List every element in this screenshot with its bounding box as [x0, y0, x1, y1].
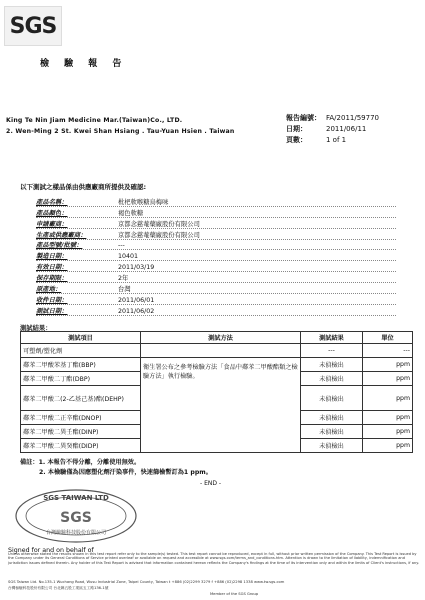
sample-row — [36, 196, 396, 207]
footer-address-zh: 台灣檢驗科技股份有限公司 台北縣五股工業區五工路136-1號 — [8, 586, 109, 590]
sample-key: 生產或供應廠商： — [36, 231, 87, 239]
sample-row — [36, 305, 396, 316]
sample-value: 2011/03/19 — [118, 264, 155, 272]
sample-key: 產品名稱： — [36, 198, 68, 206]
col-unit: 單位 — [363, 332, 413, 344]
sample-value: 枇杷軟喉糖烏梅味 — [118, 198, 169, 206]
end-marker: - END - — [200, 480, 222, 487]
company-stamp — [8, 484, 140, 544]
sample-key: 有效日期： — [36, 264, 68, 272]
sample-row — [36, 250, 396, 261]
report-date: 日期： 2011/06/11 — [286, 125, 367, 133]
test-item: 鄰苯二甲酸二丁酯(DBP) — [21, 372, 141, 386]
footer-member: Member of the SGS Group — [210, 592, 259, 596]
test-unit: ppm — [363, 358, 413, 372]
test-unit: ppm — [363, 439, 413, 453]
sample-value: 台灣 — [118, 286, 131, 294]
test-unit: --- — [363, 344, 413, 358]
test-item: 鄰苯二甲酸二正辛酯(DNOP) — [21, 411, 141, 425]
sample-row — [36, 240, 396, 251]
sample-row — [36, 283, 396, 294]
test-item: 鄰苯二甲酸苯基丁酯(BBP) — [21, 358, 141, 372]
test-unit: ppm — [363, 372, 413, 386]
report-number: 報告編號： FA/2011/59770 — [286, 114, 379, 122]
note-1: 備註：1. 本報告不得分離，分離使用無效。 — [20, 459, 141, 466]
test-method-blank — [141, 344, 301, 358]
test-item: 鄰苯二甲酸二異癸酯(DIDP) — [21, 439, 141, 453]
test-result: 未偵檢出 — [301, 372, 363, 386]
test-unit: ppm — [363, 386, 413, 411]
sample-key: 保存期限： — [36, 275, 68, 283]
sample-row — [36, 207, 396, 218]
sample-row — [36, 218, 396, 229]
sample-key: 原產地： — [36, 286, 62, 294]
col-method: 測試方法 — [141, 332, 301, 344]
sample-row — [36, 272, 396, 283]
sample-value: 2年 — [118, 275, 129, 283]
test-result: 未偵檢出 — [301, 425, 363, 439]
signature-line: Signed for and on behalf of — [8, 547, 94, 554]
sample-info — [36, 196, 396, 316]
test-result: --- — [301, 344, 363, 358]
test-item: 可塑劑/塑化劑 — [21, 344, 141, 358]
applicant-company: King Te Nin Jiam Medicine Mar.(Taiwan)Co., LTD. — [6, 117, 183, 124]
test-method: 衛生署公布之參考檢驗方法「食品中鄰苯二甲酸酯類之檢驗方法」執行檢驗。 — [141, 358, 301, 453]
test-item: 鄰苯二甲酸二異壬酯(DINP) — [21, 425, 141, 439]
sample-key: 產品顏色： — [36, 209, 68, 217]
applicant-address: 2. Wen-Ming 2 St. Kwei Shan Hsiang . Tau-Yuan Hsien . Taiwan — [6, 128, 235, 135]
sample-key: 收件日期： — [36, 296, 68, 304]
sample-row — [36, 261, 396, 272]
test-item: 鄰苯二甲酸二(2-乙基己基)酯(DEHP) — [21, 386, 141, 411]
sample-value: 京都念慈菴藥廠股份有限公司 — [118, 231, 200, 239]
stamp-text: SGS TAIWAN LTD — [43, 494, 109, 502]
sample-key: 測試日期： — [36, 307, 68, 315]
test-unit: ppm — [363, 411, 413, 425]
test-unit: ppm — [363, 425, 413, 439]
results-heading: 測試結果： — [20, 325, 52, 332]
intro-text: 以下測試之樣品係由供應廠商所提供及確認: — [20, 183, 147, 191]
test-result: 未偵檢出 — [301, 439, 363, 453]
sample-value: 京都念慈菴藥廠股份有限公司 — [118, 220, 200, 228]
sample-row — [36, 229, 396, 240]
table-row — [21, 358, 413, 372]
sample-key: 產品型號/批號： — [36, 242, 83, 250]
note-2: 2. 本檢驗僅為因應塑化劑汙染事件，快速篩檢暫訂為1 ppm。 — [39, 469, 212, 476]
sgs-logo: SGS — [4, 6, 62, 46]
results-table — [20, 331, 413, 453]
sample-value: 10401 — [118, 253, 139, 261]
stamp-subtext: 台灣檢驗科技股份有限公司 — [45, 530, 107, 536]
test-result: 未偵檢出 — [301, 386, 363, 411]
sample-value: 2011/06/02 — [118, 307, 155, 315]
sample-key: 製造日期： — [36, 253, 68, 261]
report-title: 檢 驗 報 告 — [40, 59, 128, 69]
footer-address-en: SGS Taiwan Ltd. No.135-1 Wuchang Road, Wusu Industrial Zone, Taipei County, Taiwan t +886 (02)2299 3279 f +886 (02)2298 1338 www.tw.sgs.com — [8, 580, 285, 584]
sample-row — [36, 294, 396, 305]
col-item: 測試項目 — [21, 332, 141, 344]
table-row — [21, 344, 413, 358]
sample-key: 申請廠商： — [36, 220, 68, 228]
report-page: 頁數： 1 of 1 — [286, 136, 347, 144]
fine-print: Unless otherwise stated the results shown in this test report refer only to the sample(s) tested. This test report cannot be reproduced, except in full, without prior written permission of the Company. This Test Report is issued by the Company under its General Conditions of Service printed overleaf or available on request and accessible at www.sgs.com/terms_and_conditions.htm. Attention is drawn to the limitation of liability, indemnification and jurisdiction issues defined therein. Any holder of this Test Report is advised that information contained hereon reflects the Company's findings at the time of its intervention only and within the limits of Client's instructions, if any. — [8, 552, 419, 565]
test-result: 未偵檢出 — [301, 358, 363, 372]
sample-value: 褐色軟糖 — [118, 209, 144, 217]
sample-value: 2011/06/01 — [118, 296, 155, 304]
sample-value: --- — [118, 242, 125, 250]
test-result: 未偵檢出 — [301, 411, 363, 425]
col-result: 測試結果 — [301, 332, 363, 344]
svg-text:SGS: SGS — [60, 510, 92, 526]
